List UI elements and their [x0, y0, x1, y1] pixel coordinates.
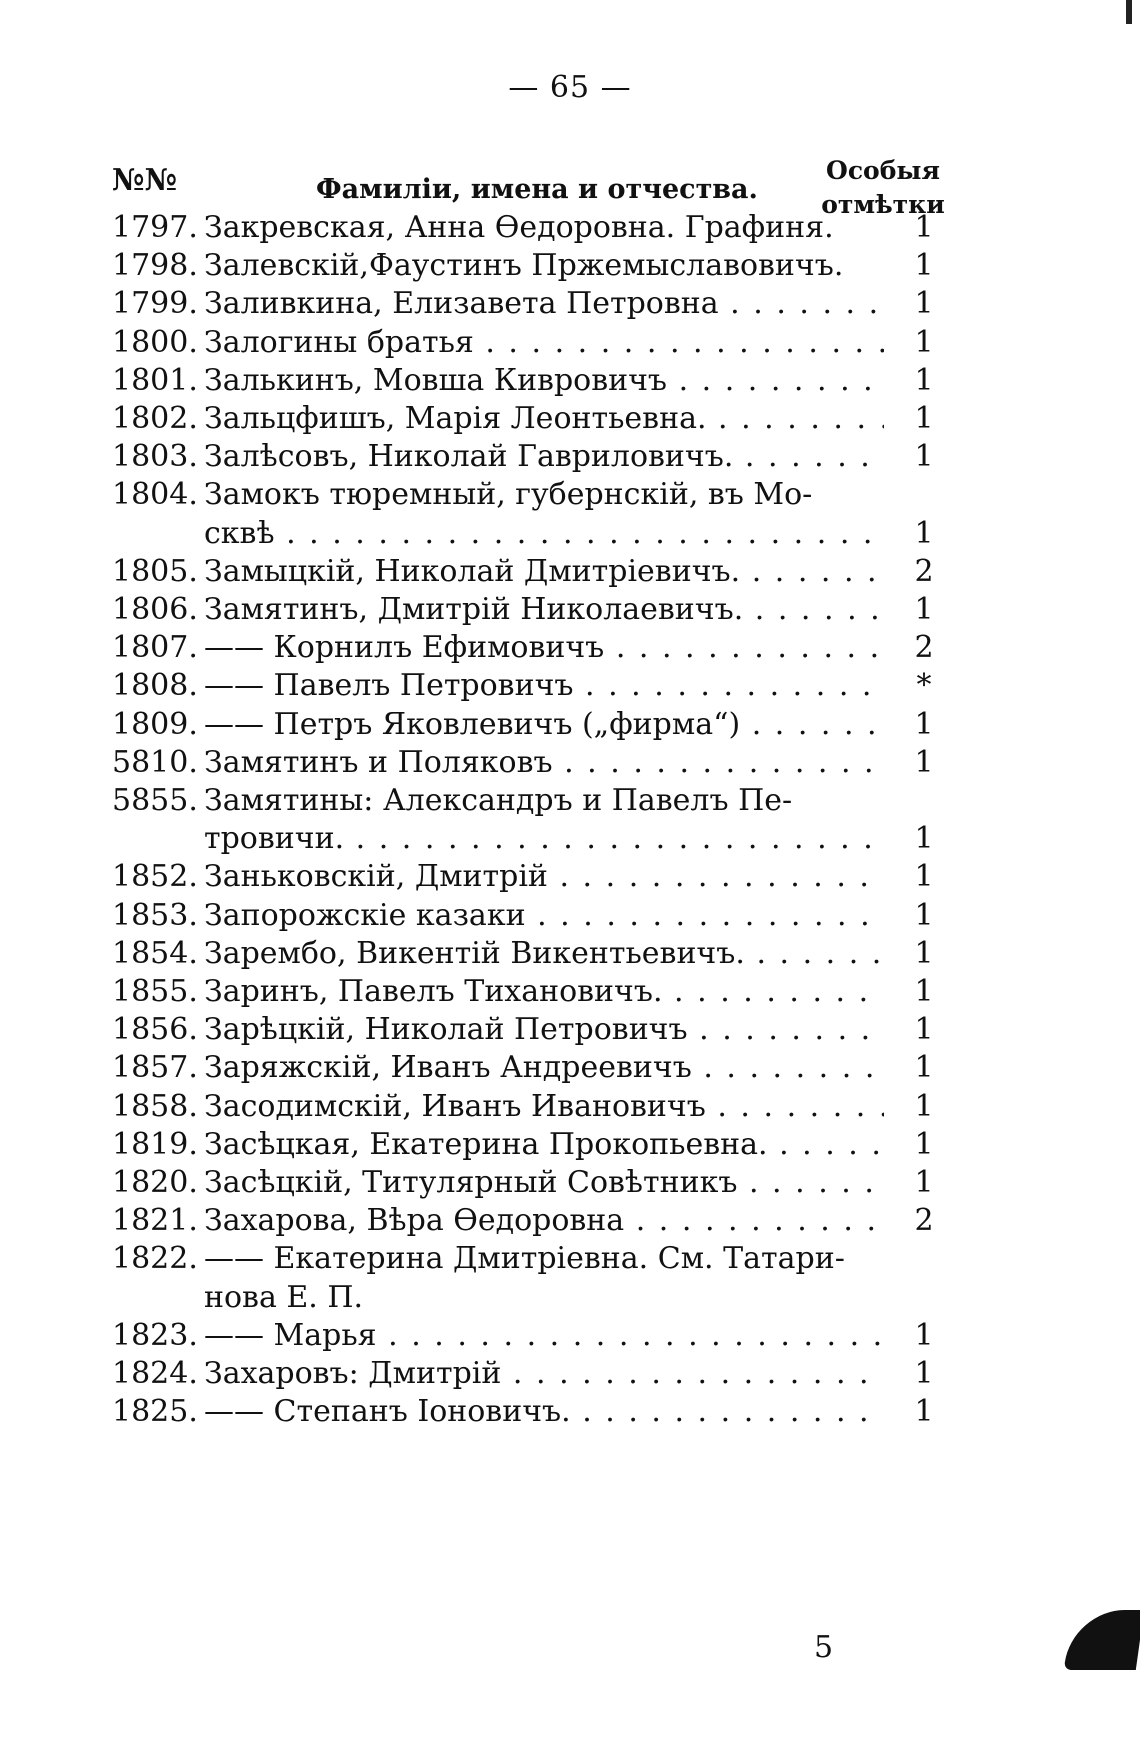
entry-mark: 1: [914, 210, 934, 245]
entry-mark: 1: [914, 1050, 934, 1086]
entry-number: 1822.: [112, 1241, 198, 1277]
entry-text: Замыцкій, Николай Дмитріевичъ. . . .: [204, 550, 884, 594]
entry-text: Залькинъ, Мовша Кивровичъ . . .: [204, 359, 884, 403]
entry-mark: 1: [914, 706, 934, 742]
entry-mark: 1: [914, 1012, 934, 1048]
entry-mark: 1: [914, 821, 934, 857]
entry-text: Замятинъ и Поляковъ . . .: [204, 741, 884, 785]
entry-text: —— Екатерина Дмитріевна. См. Татари-: [204, 1241, 845, 1277]
entry-text: Замятины: Александръ и Павелъ Пе-: [204, 783, 793, 818]
page-number: — 65 —: [508, 70, 632, 105]
column-header-names: Фамиліи, имена и отчества.: [316, 174, 758, 205]
entry-mark: 1: [914, 362, 934, 398]
entry-number: 1808.: [112, 668, 198, 704]
entry-mark: 1: [914, 1317, 934, 1353]
entry-mark: 1: [914, 1356, 934, 1391]
entry-text: Запорожскіе казаки . . .: [204, 894, 884, 938]
entry-text: Засодимскій, Иванъ Ивановичъ . . .: [204, 1085, 884, 1129]
entry-text: Заньковскій, Дмитрій . . .: [204, 855, 884, 899]
entry-text: нова Е. П.: [204, 1279, 364, 1315]
signature-mark: 5: [814, 1630, 834, 1665]
entry-mark: 1: [914, 592, 934, 627]
entry-text: тровичи. . . .: [204, 817, 884, 861]
column-header-marks-line2: отмѣтки: [821, 190, 945, 219]
entry-mark: 1: [914, 1165, 934, 1200]
entry-number: 1804.: [112, 477, 198, 513]
entry-number: 1854.: [112, 935, 198, 971]
entry-mark: 2: [914, 1203, 934, 1239]
entry-mark: 1: [914, 286, 934, 322]
entry-number: 1802.: [112, 401, 198, 436]
entry-mark: 1: [914, 1126, 934, 1162]
entry-text: Заливкина, Елизавета Петровна . . .: [204, 282, 884, 326]
entry-text: Замокъ тюремный, губернскій, въ Мо-: [204, 477, 813, 513]
entry-text: Зарембо, Викентій Викентьевичъ. . . .: [204, 932, 884, 976]
entry-mark: 1: [914, 324, 934, 360]
entry-text: Залогины братья . . .: [204, 321, 884, 365]
entry-number: 1803.: [112, 439, 198, 475]
entry-number: 5810.: [112, 744, 198, 780]
entry-mark: 1: [914, 1088, 934, 1124]
entry-number: 1824.: [112, 1356, 198, 1391]
entry-number: 1823.: [112, 1317, 198, 1353]
entry-number: 1805.: [112, 553, 198, 589]
entry-text: Захаровъ: Дмитрій . . .: [204, 1352, 884, 1396]
column-header-number: №№: [112, 163, 178, 198]
entry-text: Зальцфишъ, Марія Леонтьевна. . . .: [204, 397, 884, 441]
entry-text: —— Степанъ Іоновичъ. . . .: [204, 1390, 884, 1434]
entry-number: 1821.: [112, 1203, 198, 1239]
entry-number: 1825.: [112, 1394, 198, 1430]
entry-text: —— Петръ Яковлевичъ („фирма“) . . .: [204, 703, 884, 747]
entry-number: 1809.: [112, 706, 198, 742]
entry-mark: 1: [914, 439, 934, 475]
entry-number: 1801.: [112, 362, 198, 398]
entry-text: Зарѣцкій, Николай Петровичъ . . .: [204, 1008, 884, 1052]
entry-mark: 2: [914, 630, 934, 666]
entry-number: 1799.: [112, 286, 198, 322]
entry-number: 1806.: [112, 592, 198, 627]
entry-number: 1819.: [112, 1126, 198, 1162]
entry-mark: 2: [914, 553, 934, 589]
entry-mark: 1: [914, 897, 934, 933]
entry-text: Заряжскій, Иванъ Андреевичъ . . .: [204, 1046, 884, 1090]
entry-text: сквѣ . . .: [204, 512, 884, 556]
entry-text: —— Марья . . .: [204, 1314, 884, 1358]
entry-mark: 1: [914, 859, 934, 895]
page-corner-mark: [1126, 0, 1132, 24]
entry-number: 1858.: [112, 1088, 198, 1124]
entry-number: 1855.: [112, 974, 198, 1009]
entry-text: Залевскій,Фаустинъ Пржемыславовичъ.: [204, 248, 844, 284]
entry-number: 1800.: [112, 324, 198, 360]
entry-number: 1853.: [112, 897, 198, 933]
entry-number: 1820.: [112, 1165, 198, 1200]
entry-text: —— Корнилъ Ефимовичъ . . .: [204, 626, 884, 670]
entry-number: 1797.: [112, 210, 198, 245]
entry-mark: 1: [914, 744, 934, 780]
entry-text: Захарова, Вѣра Өедоровна . . .: [204, 1199, 884, 1243]
entry-text: Засѣцкая, Екатерина Прокопьевна. . . .: [204, 1123, 884, 1167]
entry-mark: 1: [914, 935, 934, 971]
entry-number: 1807.: [112, 630, 198, 666]
entry-number: 1852.: [112, 859, 198, 895]
entry-text: Засѣцкій, Титулярный Совѣтникъ . . .: [204, 1161, 884, 1205]
entry-number: 1857.: [112, 1050, 198, 1086]
entry-mark: *: [916, 668, 932, 704]
entry-number: 1856.: [112, 1012, 198, 1048]
entry-mark: 1: [914, 974, 934, 1009]
entry-number: 5855.: [112, 783, 198, 818]
entry-text: Залѣсовъ, Николай Гавриловичъ. . . .: [204, 435, 884, 479]
entry-text: Закревская, Анна Өедоровна. Графиня.: [204, 210, 834, 245]
entry-text: —— Павелъ Петровичъ . . .: [204, 664, 884, 708]
column-header-marks-line1: Особыя: [826, 156, 940, 185]
entry-number: 1798.: [112, 248, 198, 284]
entry-mark: 1: [914, 401, 934, 436]
entry-text: Замятинъ, Дмитрій Николаевичъ. . . .: [204, 588, 884, 632]
entry-mark: 1: [914, 248, 934, 284]
entry-mark: 1: [914, 515, 934, 551]
entry-row: [112, 1390, 944, 1434]
entry-mark: 1: [914, 1394, 934, 1430]
entry-text: Заринъ, Павелъ Тихановичъ. . . .: [204, 970, 884, 1014]
